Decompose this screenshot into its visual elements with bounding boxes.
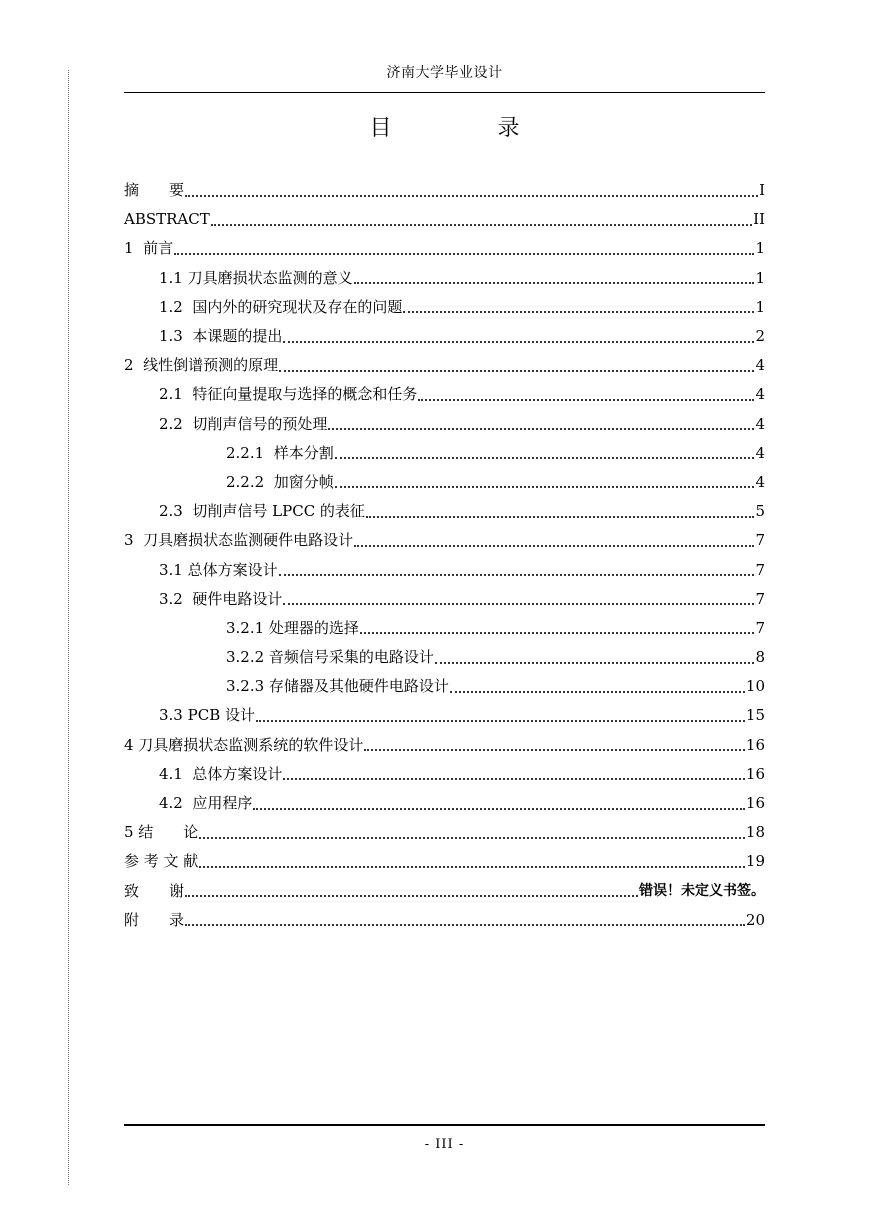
page-header: 济南大学毕业设计	[386, 65, 503, 81]
toc-entry-page-number: 1	[755, 239, 765, 258]
toc-entry-label: 2.1 特征向量提取与选择的概念和任务	[159, 385, 418, 404]
toc-entry-label: 2.3 切削声信号 LPCC 的表征	[159, 502, 365, 521]
toc-entry-page-number: 10	[745, 677, 765, 696]
toc-entry[interactable]	[124, 322, 765, 351]
footer-rule	[124, 1124, 765, 1126]
toc-entry[interactable]	[124, 497, 765, 526]
toc-entry-page-number: 5	[755, 502, 765, 521]
toc-entry[interactable]	[124, 264, 765, 293]
toc-dot-leader	[354, 533, 754, 547]
toc-entry[interactable]	[124, 731, 765, 760]
toc-entry[interactable]	[124, 643, 765, 672]
toc-entry-page-number: 19	[745, 852, 765, 871]
toc-entry-label: 摘 要	[124, 181, 185, 200]
toc-entry[interactable]	[124, 468, 765, 497]
toc-dot-leader	[185, 183, 758, 197]
toc-entry-label: 3.2.2 音频信号采集的电路设计	[226, 648, 434, 667]
toc-title: 目 录	[369, 116, 562, 141]
table-of-contents	[124, 176, 765, 935]
toc-dot-leader	[403, 299, 754, 313]
toc-entry-label: 1 前言	[124, 239, 174, 258]
toc-entry[interactable]	[124, 789, 765, 818]
toc-entry-label: 5 结 论	[124, 823, 199, 842]
toc-entry-page-number: 4	[755, 414, 765, 433]
toc-entry-label: 2 线性倒谱预测的原理	[124, 356, 279, 375]
toc-dot-leader	[418, 387, 754, 401]
toc-entry-page-number: 1	[755, 297, 765, 316]
toc-entry-label: 2.2 切削声信号的预处理	[159, 414, 328, 433]
toc-dot-leader	[211, 212, 752, 226]
toc-dot-leader	[328, 416, 754, 430]
toc-entry-label: 1.3 本课题的提出	[159, 327, 283, 346]
toc-entry[interactable]	[124, 701, 765, 730]
toc-entry[interactable]	[124, 176, 765, 205]
toc-dot-leader	[253, 796, 745, 810]
toc-entry-page-number: 4	[755, 356, 765, 375]
toc-entry-page-number: 7	[755, 531, 765, 550]
toc-entry[interactable]	[124, 351, 765, 380]
toc-dot-leader	[335, 474, 755, 488]
toc-entry[interactable]	[124, 818, 765, 847]
toc-entry-label: 2.2.1 样本分割	[226, 443, 334, 462]
toc-dot-leader	[279, 562, 755, 576]
toc-entry-page-number: 2	[755, 327, 765, 346]
toc-entry-page-number: 18	[745, 823, 765, 842]
toc-entry-page-number: 4	[755, 385, 765, 404]
toc-entry-label: 4 刀具磨损状态监测系统的软件设计	[124, 735, 364, 754]
toc-dot-leader	[185, 883, 638, 897]
toc-dot-leader	[366, 504, 755, 518]
toc-entry-label: 3.1 总体方案设计	[159, 560, 278, 579]
toc-dot-leader	[283, 329, 754, 343]
toc-entry[interactable]	[124, 614, 765, 643]
toc-entry-label: 3.2 硬件电路设计	[159, 589, 283, 608]
toc-entry[interactable]	[124, 526, 765, 555]
toc-entry-page-number: 16	[745, 794, 765, 813]
toc-entry-page-number: 16	[745, 735, 765, 754]
toc-entry[interactable]	[124, 380, 765, 409]
toc-entry[interactable]	[124, 205, 765, 234]
toc-dot-leader	[360, 620, 755, 634]
toc-entry[interactable]	[124, 410, 765, 439]
toc-entry[interactable]	[124, 293, 765, 322]
toc-entry-page-number: 8	[755, 648, 765, 667]
toc-entry-page-number: 15	[745, 706, 765, 725]
toc-entry-label: 3.3 PCB 设计	[159, 706, 255, 725]
toc-dot-leader	[354, 270, 755, 284]
page-footer-number: - III -	[424, 1137, 465, 1152]
toc-dot-leader	[283, 766, 745, 780]
toc-dot-leader	[256, 708, 745, 722]
toc-entry-page-number: 20	[745, 910, 765, 929]
toc-entry-page-number: 4	[755, 443, 765, 462]
toc-entry-page-number: 7	[755, 589, 765, 608]
toc-entry-label: 3 刀具磨损状态监测硬件电路设计	[124, 531, 354, 550]
toc-dot-leader	[364, 737, 745, 751]
toc-dot-leader	[435, 650, 755, 664]
toc-entry[interactable]	[124, 672, 765, 701]
toc-entry-label: 4.2 应用程序	[159, 794, 253, 813]
binding-margin-line	[68, 70, 69, 1185]
toc-entry-label: 1.1 刀具磨损状态监测的意义	[159, 268, 353, 287]
toc-entry-label: 4.1 总体方案设计	[159, 764, 283, 783]
toc-entry-label: 2.2.2 加窗分帧	[226, 472, 334, 491]
toc-entry-page-number: 错误！未定义书签。	[639, 883, 765, 900]
header-rule	[124, 92, 765, 93]
toc-entry[interactable]	[124, 585, 765, 614]
toc-entry[interactable]	[124, 234, 765, 263]
toc-entry-label: ABSTRACT	[124, 210, 210, 229]
toc-entry-label: 3.2.1 处理器的选择	[226, 618, 359, 637]
toc-dot-leader	[450, 679, 745, 693]
toc-dot-leader	[199, 854, 745, 868]
toc-dot-leader	[279, 358, 754, 372]
toc-entry[interactable]	[124, 906, 765, 935]
toc-entry-page-number: 7	[755, 618, 765, 637]
toc-entry-label: 致 谢	[124, 881, 185, 900]
toc-entry-label: 附 录	[124, 910, 185, 929]
toc-entry[interactable]	[124, 877, 765, 906]
toc-entry[interactable]	[124, 555, 765, 584]
toc-entry[interactable]	[124, 847, 765, 876]
toc-entry-page-number: 1	[755, 268, 765, 287]
toc-dot-leader	[283, 591, 754, 605]
toc-entry-page-number: I	[759, 181, 765, 200]
toc-dot-leader	[174, 241, 754, 255]
toc-entry-page-number: 16	[745, 764, 765, 783]
toc-entry-page-number: 4	[755, 472, 765, 491]
toc-entry-page-number: 7	[755, 560, 765, 579]
toc-entry[interactable]	[124, 760, 765, 789]
toc-entry[interactable]	[124, 439, 765, 468]
toc-entry-label: 1.2 国内外的研究现状及存在的问题	[159, 297, 403, 316]
toc-entry-label: 3.2.3 存储器及其他硬件电路设计	[226, 677, 449, 696]
toc-dot-leader	[185, 912, 745, 926]
toc-dot-leader	[199, 825, 745, 839]
toc-entry-label: 参 考 文 献	[124, 852, 199, 871]
toc-entry-page-number: II	[753, 210, 765, 229]
toc-dot-leader	[335, 445, 755, 459]
